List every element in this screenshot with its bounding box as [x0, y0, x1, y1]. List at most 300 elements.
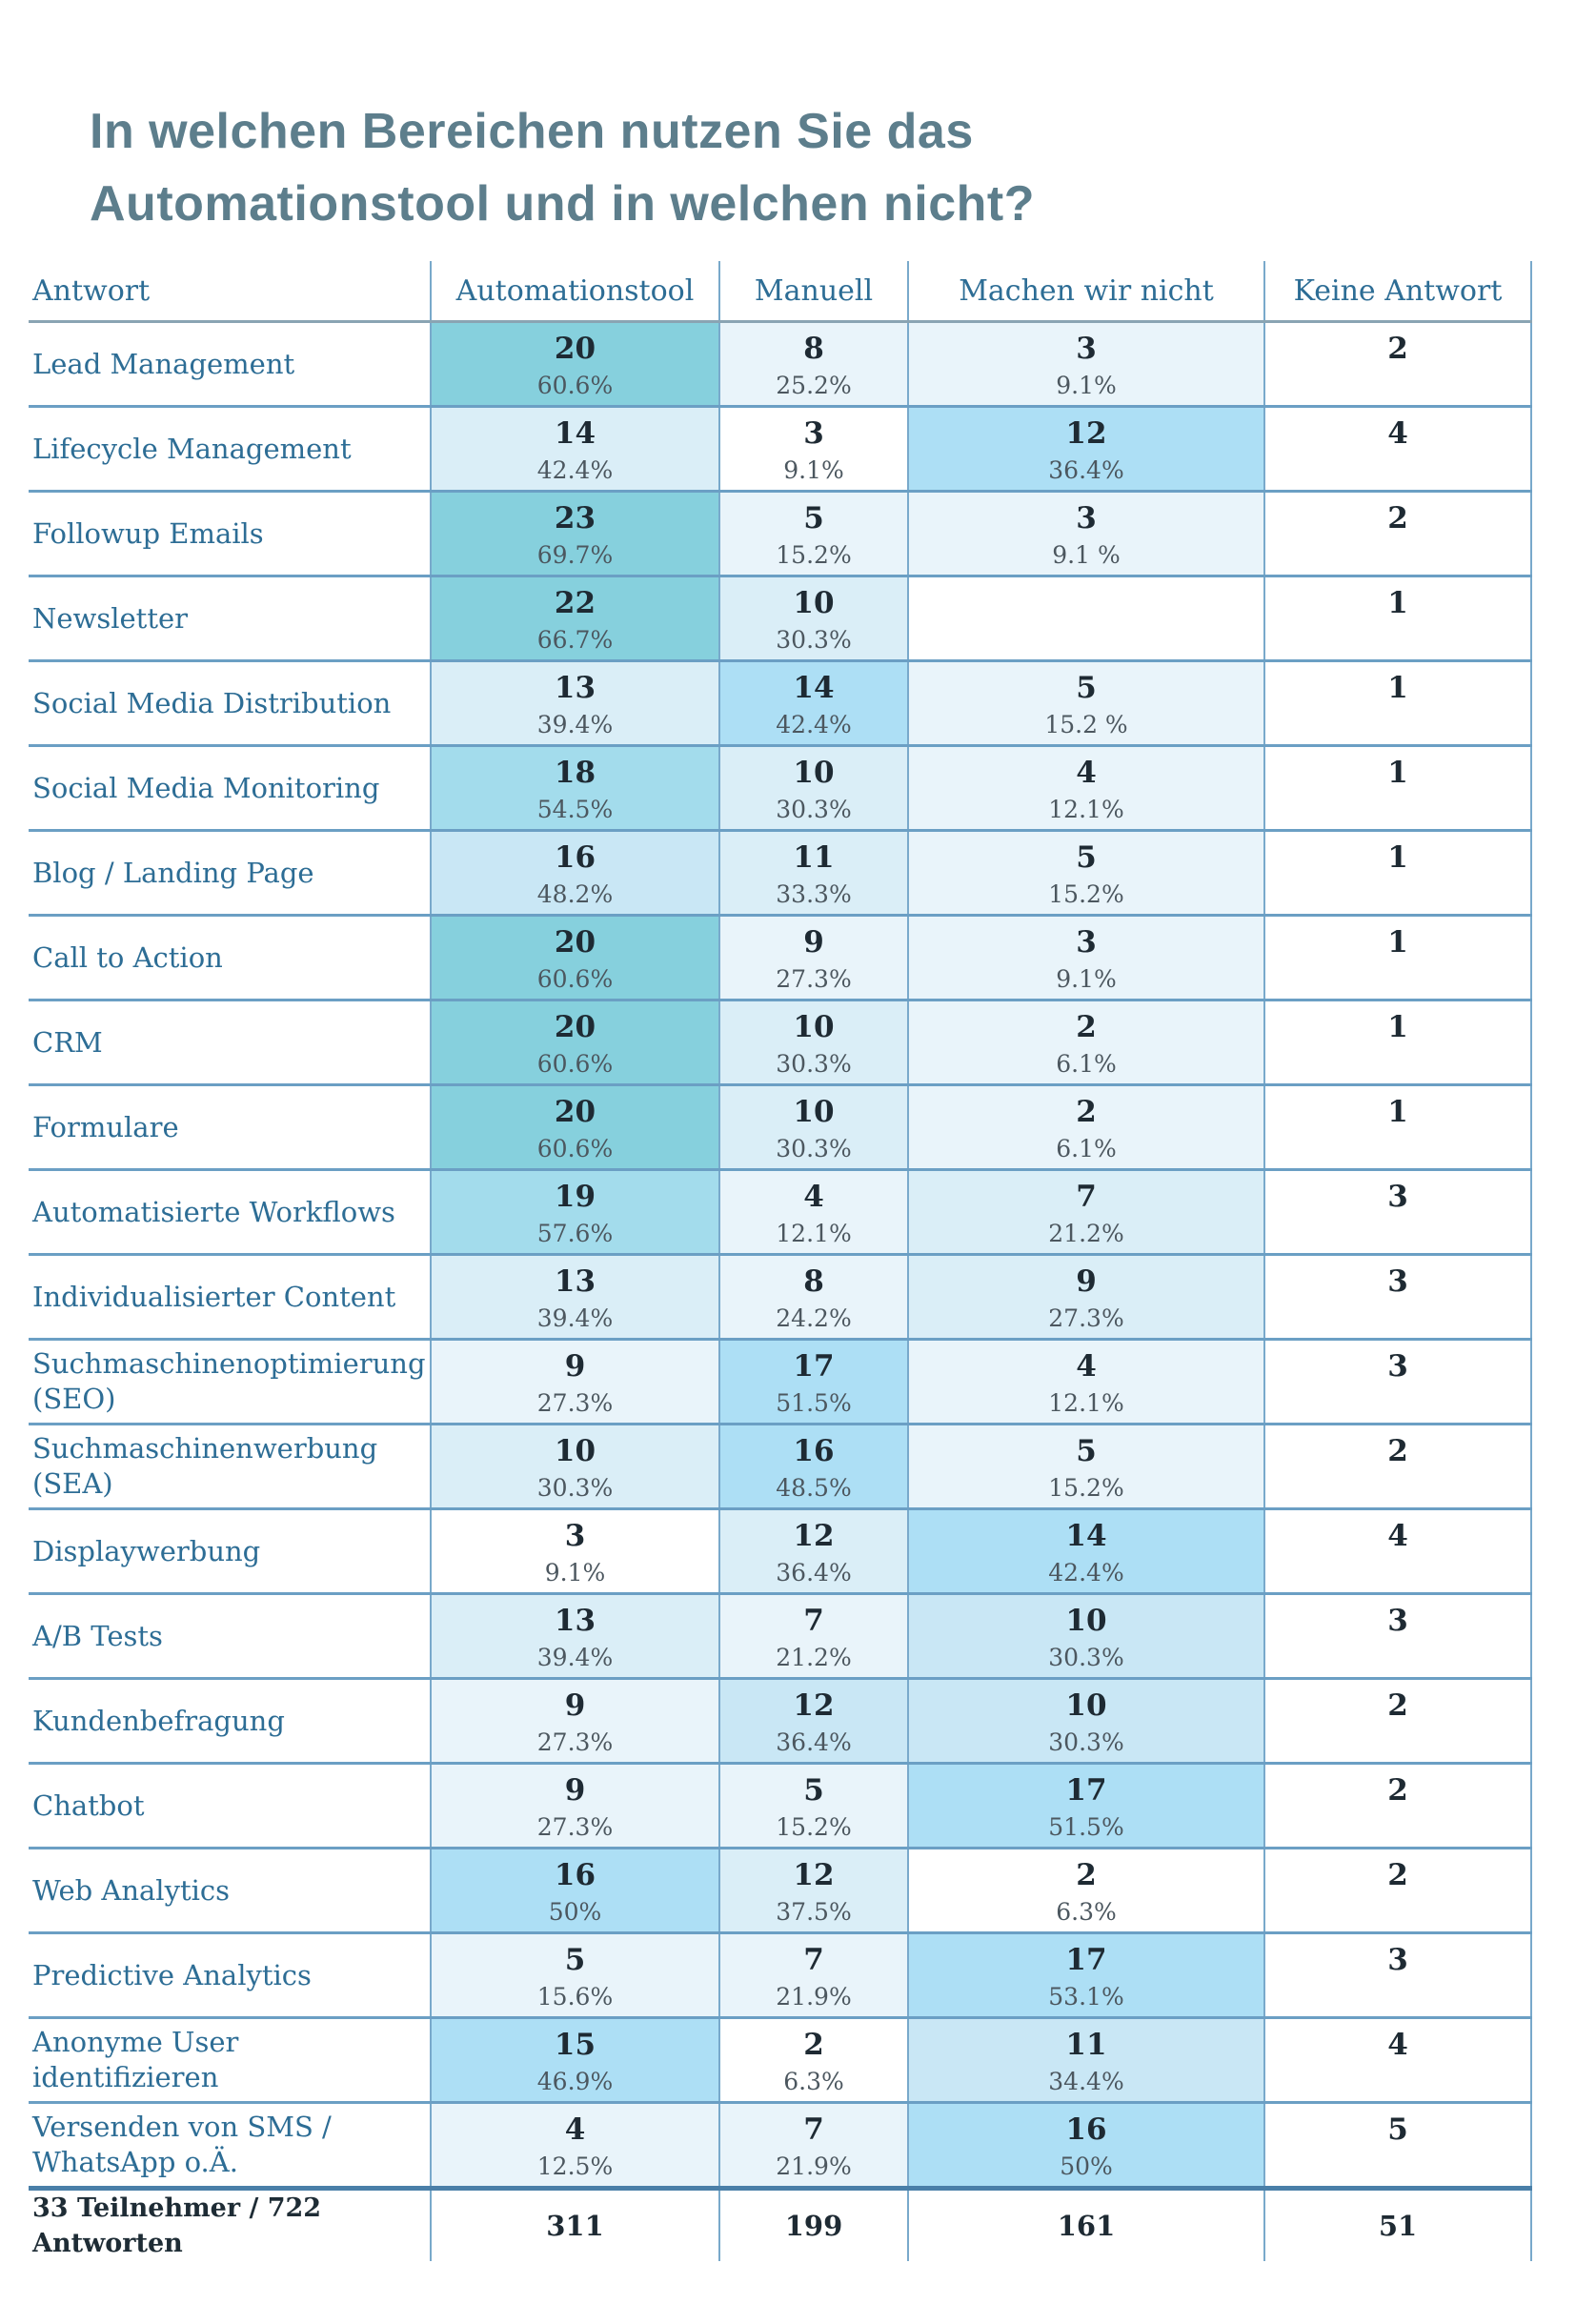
- percentage: 9.1%: [1056, 965, 1117, 993]
- row-label: Kundenbefragung: [29, 1679, 431, 1764]
- value-cell: [908, 1255, 1264, 1340]
- value-cell: [431, 576, 719, 661]
- count: 2: [1387, 1773, 1408, 1808]
- count: 10: [793, 1010, 835, 1044]
- row-label: Formulare: [29, 1085, 431, 1170]
- value-cell: [908, 661, 1264, 746]
- count: 9: [564, 1773, 586, 1808]
- count: 14: [1065, 1519, 1107, 1553]
- value-cell: [719, 2018, 908, 2103]
- percentage: 30.3%: [776, 1135, 852, 1162]
- value-cell: [1264, 322, 1531, 407]
- value-cell: [431, 1085, 719, 1170]
- value-cell: [719, 1594, 908, 1679]
- count: 7: [803, 1604, 824, 1638]
- value-cell: [431, 831, 719, 916]
- value-cell: [1264, 2103, 1531, 2189]
- value-cell: [431, 1000, 719, 1085]
- percentage: 51.5%: [1048, 1813, 1124, 1841]
- count: 14: [793, 671, 835, 705]
- count: 19: [554, 1180, 596, 1214]
- table-row: [29, 2103, 1531, 2189]
- total-cell: [431, 2189, 719, 2262]
- count: 1: [1387, 840, 1408, 875]
- value-cell: [431, 1594, 719, 1679]
- count: 12: [793, 1858, 835, 1892]
- table-row: [29, 492, 1531, 576]
- table-row: [29, 1933, 1531, 2018]
- value-cell: [719, 576, 908, 661]
- count: 10: [793, 756, 835, 790]
- count: 1: [1387, 671, 1408, 705]
- row-label: Chatbot: [29, 1764, 431, 1849]
- count: 16: [793, 1434, 835, 1468]
- value-cell: [908, 1679, 1264, 1764]
- count: 16: [554, 840, 596, 875]
- value-cell: [908, 407, 1264, 492]
- percentage: 9.1%: [544, 1559, 606, 1586]
- percentage: 60.6%: [536, 965, 614, 993]
- value-cell: [1264, 1509, 1531, 1594]
- count: 3: [1076, 332, 1097, 366]
- count: 3: [1076, 501, 1097, 536]
- percentage: 21.2%: [1048, 1220, 1124, 1247]
- count: 22: [554, 586, 596, 620]
- value-cell: [1264, 1764, 1531, 1849]
- count: 13: [554, 1604, 596, 1638]
- count: 5: [803, 501, 824, 536]
- percentage: 12.1%: [776, 1220, 852, 1247]
- count: 20: [554, 332, 596, 366]
- count: 16: [1065, 2112, 1107, 2147]
- totals-label: 33 Teilnehmer / 722 Antworten: [29, 2189, 431, 2262]
- count: 2: [1076, 1010, 1097, 1044]
- percentage: 37.5%: [776, 1898, 852, 1926]
- value-cell: [1264, 407, 1531, 492]
- row-label: Predictive Analytics: [29, 1933, 431, 2018]
- count: 1: [1387, 1010, 1408, 1044]
- row-label: Lifecycle Management: [29, 407, 431, 492]
- row-label: Call to Action: [29, 916, 431, 1000]
- percentage: 36.4%: [776, 1728, 852, 1756]
- count: 4: [1387, 416, 1408, 451]
- count: 4: [803, 1180, 824, 1214]
- percentage: 25.2%: [776, 372, 852, 399]
- percentage: 27.3%: [536, 1813, 614, 1841]
- count: 5: [1387, 2112, 1408, 2147]
- percentage: 15.2%: [776, 541, 852, 569]
- count: 12: [1065, 416, 1107, 451]
- count: 5: [1076, 840, 1097, 875]
- percentage: 66.7%: [536, 626, 614, 654]
- table-row: [29, 1679, 1531, 1764]
- count: 7: [1076, 1180, 1097, 1214]
- value-cell: [431, 1764, 719, 1849]
- row-label: Displaywerbung: [29, 1509, 431, 1594]
- percentage: 9.1%: [783, 456, 844, 484]
- count: 3: [1076, 925, 1097, 960]
- percentage: 57.6%: [536, 1220, 614, 1247]
- percentage: 39.4%: [536, 711, 614, 738]
- percentage: 6.1%: [1056, 1135, 1117, 1162]
- percentage: 36.4%: [1048, 456, 1124, 484]
- value-cell: [719, 1933, 908, 2018]
- value-cell: [719, 1170, 908, 1255]
- count: 9: [564, 1688, 586, 1723]
- percentage: 39.4%: [536, 1644, 614, 1671]
- percentage: 60.6%: [536, 1050, 614, 1078]
- count: 2: [1387, 1688, 1408, 1723]
- results-table: [29, 261, 1532, 2261]
- value-cell: [1264, 1594, 1531, 1679]
- results-table-body: [29, 322, 1531, 2262]
- row-label: Blog / Landing Page: [29, 831, 431, 916]
- percentage: 15.6%: [536, 1983, 614, 2011]
- count: [909, 577, 1263, 586]
- value-cell: [1264, 1000, 1531, 1085]
- total-count: 161: [1057, 2210, 1116, 2242]
- value-cell: [1264, 661, 1531, 746]
- value-cell: [431, 1425, 719, 1509]
- count: 9: [1076, 1264, 1097, 1299]
- value-cell: [908, 2018, 1264, 2103]
- total-cell: [908, 2189, 1264, 2262]
- count: 13: [554, 1264, 596, 1299]
- table-row: [29, 1000, 1531, 1085]
- percentage: 60.6%: [536, 1135, 614, 1162]
- percentage: 27.3%: [536, 1728, 614, 1756]
- value-cell: [1264, 1170, 1531, 1255]
- table-row: [29, 1509, 1531, 1594]
- value-cell: [1264, 576, 1531, 661]
- row-label: Lead Management: [29, 322, 431, 407]
- percentage: 48.2%: [536, 880, 614, 908]
- count: 5: [803, 1773, 824, 1808]
- value-cell: [908, 1933, 1264, 2018]
- value-cell: [719, 831, 908, 916]
- count: 10: [793, 1095, 835, 1129]
- table-row: [29, 831, 1531, 916]
- count: 8: [803, 332, 824, 366]
- value-cell: [431, 1933, 719, 2018]
- count: 2: [1387, 1858, 1408, 1892]
- row-label: Anonyme User identifizieren: [29, 2018, 431, 2103]
- table-row: [29, 2018, 1531, 2103]
- value-cell: [908, 746, 1264, 831]
- value-cell: [431, 1255, 719, 1340]
- row-label: CRM: [29, 1000, 431, 1085]
- value-cell: [908, 1000, 1264, 1085]
- count: 9: [564, 1349, 586, 1384]
- value-cell: [431, 407, 719, 492]
- table-row: [29, 746, 1531, 831]
- percentage: 51.5%: [776, 1389, 852, 1417]
- table-row: [29, 1085, 1531, 1170]
- value-cell: [1264, 1679, 1531, 1764]
- value-cell: [719, 1085, 908, 1170]
- percentage: 6.3%: [1056, 1898, 1117, 1926]
- value-cell: [908, 492, 1264, 576]
- percentage: 42.4%: [776, 711, 852, 738]
- total-count: 51: [1378, 2210, 1418, 2242]
- value-cell: [908, 2103, 1264, 2189]
- percentage: 69.7%: [536, 541, 614, 569]
- percentage: 27.3%: [536, 1389, 614, 1417]
- value-cell: [1264, 492, 1531, 576]
- page-title: [90, 95, 1576, 240]
- value-cell: [1264, 1255, 1531, 1340]
- page-title-line2: Automationstool und in welchen nicht?: [90, 176, 1036, 232]
- percentage: 53.1%: [1048, 1983, 1124, 2011]
- value-cell: [1264, 831, 1531, 916]
- percentage: 6.3%: [783, 2068, 844, 2095]
- percentage: 42.4%: [536, 456, 614, 484]
- count: 3: [1387, 1264, 1408, 1299]
- row-label: Automatisierte Workflows: [29, 1170, 431, 1255]
- value-cell: [719, 661, 908, 746]
- value-cell: [431, 1679, 719, 1764]
- count: 5: [1076, 1434, 1097, 1468]
- percentage: 12.5%: [536, 2152, 614, 2180]
- table-row: [29, 576, 1531, 661]
- value-cell: [1264, 1085, 1531, 1170]
- value-cell: [719, 1679, 908, 1764]
- value-cell: [908, 831, 1264, 916]
- table-row: [29, 407, 1531, 492]
- count: 1: [1387, 756, 1408, 790]
- count: 4: [1387, 2028, 1408, 2062]
- value-cell: [908, 576, 1264, 661]
- percentage: 27.3%: [776, 965, 852, 993]
- count: 3: [1387, 1943, 1408, 1977]
- percentage: 15.2%: [1048, 880, 1124, 908]
- table-row: [29, 1255, 1531, 1340]
- value-cell: [1264, 1849, 1531, 1933]
- count: 1: [1387, 586, 1408, 620]
- percentage: 60.6%: [536, 372, 614, 399]
- count: 3: [1387, 1604, 1408, 1638]
- percentage: 9.1 %: [1052, 541, 1121, 569]
- percentage: 15.2 %: [1044, 711, 1128, 738]
- percentage: 54.5%: [536, 796, 614, 823]
- count: 10: [554, 1434, 596, 1468]
- value-cell: [719, 1509, 908, 1594]
- count: 2: [1387, 501, 1408, 536]
- row-label: A/B Tests: [29, 1594, 431, 1679]
- count: 9: [803, 925, 824, 960]
- total-count: 311: [546, 2210, 604, 2242]
- value-cell: [431, 1849, 719, 1933]
- value-cell: [719, 1340, 908, 1425]
- table-row: [29, 1425, 1531, 1509]
- value-cell: [719, 916, 908, 1000]
- count: 2: [1387, 1434, 1408, 1468]
- value-cell: [431, 322, 719, 407]
- results-table-header: [29, 261, 1531, 322]
- row-label: Web Analytics: [29, 1849, 431, 1933]
- table-row: [29, 322, 1531, 407]
- total-cell: [719, 2189, 908, 2262]
- value-cell: [908, 322, 1264, 407]
- value-cell: [908, 1085, 1264, 1170]
- value-cell: [431, 746, 719, 831]
- value-cell: [908, 1425, 1264, 1509]
- count: 7: [803, 2112, 824, 2147]
- value-cell: [719, 1764, 908, 1849]
- column-header-automationstool: Automationstool: [431, 261, 719, 322]
- count: 3: [1387, 1349, 1408, 1384]
- value-cell: [719, 1000, 908, 1085]
- count: 11: [1065, 2028, 1107, 2062]
- count: 12: [793, 1688, 835, 1723]
- percentage: 6.1%: [1056, 1050, 1117, 1078]
- value-cell: [719, 746, 908, 831]
- value-cell: [719, 407, 908, 492]
- row-label: Suchmaschinenoptimierung (SEO): [29, 1340, 431, 1425]
- row-label: Newsletter: [29, 576, 431, 661]
- column-header-machen-wir-nicht: Machen wir nicht: [908, 261, 1264, 322]
- count: 5: [564, 1943, 586, 1977]
- count: 14: [554, 416, 596, 451]
- column-header-keine-antwort: Keine Antwort: [1264, 261, 1531, 322]
- value-cell: [431, 916, 719, 1000]
- percentage: 30.3%: [1048, 1644, 1124, 1671]
- count: 18: [554, 756, 596, 790]
- count: 3: [803, 416, 824, 451]
- percentage: 50%: [548, 1898, 602, 1926]
- row-label: Versenden von SMS / WhatsApp o.Ä.: [29, 2103, 431, 2189]
- count: 4: [1076, 1349, 1097, 1384]
- value-cell: [431, 661, 719, 746]
- table-row: [29, 1170, 1531, 1255]
- value-cell: [1264, 1425, 1531, 1509]
- percentage: 21.9%: [776, 1983, 852, 2011]
- column-header-antwort: Antwort: [29, 261, 431, 322]
- percentage: 39.4%: [536, 1304, 614, 1332]
- total-count: 199: [784, 2210, 843, 2242]
- count: 1: [1387, 1095, 1408, 1129]
- table-row: [29, 1340, 1531, 1425]
- count: 8: [803, 1264, 824, 1299]
- value-cell: [719, 1255, 908, 1340]
- value-cell: [1264, 916, 1531, 1000]
- count: 20: [554, 1095, 596, 1129]
- percentage: 30.3%: [536, 1474, 614, 1502]
- value-cell: [908, 1849, 1264, 1933]
- total-cell: [1264, 2189, 1531, 2262]
- value-cell: [719, 322, 908, 407]
- percentage: 30.3%: [1048, 1728, 1124, 1756]
- count: 13: [554, 671, 596, 705]
- row-label: Social Media Distribution: [29, 661, 431, 746]
- value-cell: [908, 1509, 1264, 1594]
- count: 17: [793, 1349, 835, 1384]
- percentage: 34.4%: [1048, 2068, 1124, 2095]
- table-row: [29, 1594, 1531, 1679]
- count: 1: [1387, 925, 1408, 960]
- row-label: Followup Emails: [29, 492, 431, 576]
- value-cell: [1264, 1933, 1531, 2018]
- value-cell: [908, 1764, 1264, 1849]
- count: 7: [803, 1943, 824, 1977]
- count: 10: [1065, 1604, 1107, 1638]
- percentage: 36.4%: [776, 1559, 852, 1586]
- count: 23: [554, 501, 596, 536]
- page-title-line1: In welchen Bereichen nutzen Sie das: [90, 104, 974, 159]
- count: 20: [554, 925, 596, 960]
- count: 17: [1065, 1943, 1107, 1977]
- count: 2: [1387, 332, 1408, 366]
- value-cell: [431, 1509, 719, 1594]
- count: 2: [803, 2028, 824, 2062]
- count: 10: [1065, 1688, 1107, 1723]
- value-cell: [431, 1170, 719, 1255]
- value-cell: [1264, 2018, 1531, 2103]
- value-cell: [431, 1340, 719, 1425]
- count: 16: [554, 1858, 596, 1892]
- table-row: [29, 916, 1531, 1000]
- count: 20: [554, 1010, 596, 1044]
- value-cell: [431, 2103, 719, 2189]
- row-label: Individualisierter Content: [29, 1255, 431, 1340]
- percentage: 30.3%: [776, 626, 852, 654]
- value-cell: [908, 1594, 1264, 1679]
- percentage: 15.2%: [776, 1813, 852, 1841]
- column-header-manuell: Manuell: [719, 261, 908, 322]
- percentage: 15.2%: [1048, 1474, 1124, 1502]
- count: 17: [1065, 1773, 1107, 1808]
- percentage: 24.2%: [776, 1304, 852, 1332]
- count: 4: [1387, 1519, 1408, 1553]
- table-row: [29, 1849, 1531, 1933]
- percentage: 21.2%: [776, 1644, 852, 1671]
- count: 3: [564, 1519, 586, 1553]
- count: 4: [564, 2112, 586, 2147]
- percentage: 30.3%: [776, 1050, 852, 1078]
- count: 2: [1076, 1095, 1097, 1129]
- value-cell: [908, 916, 1264, 1000]
- count: 3: [1387, 1180, 1408, 1214]
- percentage: 30.3%: [776, 796, 852, 823]
- row-label: Social Media Monitoring: [29, 746, 431, 831]
- count: 2: [1076, 1858, 1097, 1892]
- percentage: 12.1%: [1048, 796, 1124, 823]
- count: 4: [1076, 756, 1097, 790]
- count: 10: [793, 586, 835, 620]
- count: 12: [793, 1519, 835, 1553]
- percentage: 27.3%: [1048, 1304, 1124, 1332]
- value-cell: [719, 2103, 908, 2189]
- count: 5: [1076, 671, 1097, 705]
- value-cell: [719, 492, 908, 576]
- percentage: 33.3%: [776, 880, 852, 908]
- value-cell: [1264, 1340, 1531, 1425]
- value-cell: [719, 1849, 908, 1933]
- totals-row: [29, 2189, 1531, 2262]
- value-cell: [908, 1340, 1264, 1425]
- value-cell: [431, 492, 719, 576]
- percentage: 48.5%: [776, 1474, 852, 1502]
- value-cell: [908, 1170, 1264, 1255]
- row-label: Suchmaschinenwerbung (SEA): [29, 1425, 431, 1509]
- table-row: [29, 661, 1531, 746]
- percentage: 12.1%: [1048, 1389, 1124, 1417]
- value-cell: [1264, 746, 1531, 831]
- percentage: 9.1%: [1056, 372, 1117, 399]
- percentage: 42.4%: [1048, 1559, 1124, 1586]
- value-cell: [431, 2018, 719, 2103]
- count: 15: [554, 2028, 596, 2062]
